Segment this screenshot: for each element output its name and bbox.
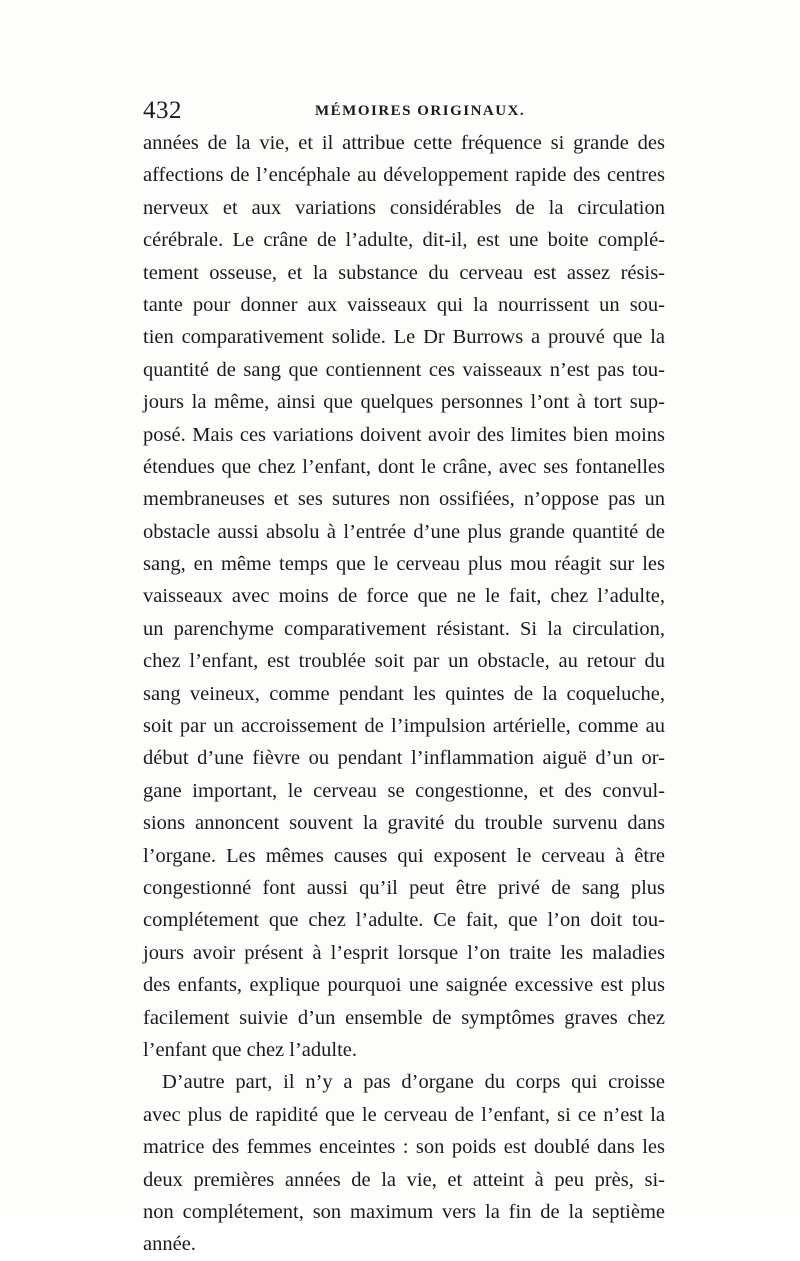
text-line: facilement suivie d’un ensemble de symptômes graves chez <box>143 1006 665 1029</box>
text-line: cérébrale. Le crâne de l’adulte, dit-il, est une boite complé- <box>143 229 665 252</box>
text-line: jours la même, ainsi que quelques personnes l’ont à tort sup- <box>143 391 665 414</box>
running-title: MÉMOIRES ORIGINAUX. <box>315 103 526 119</box>
text-line: complétement que chez l’adulte. Ce fait, que l’on doit tou- <box>143 909 665 932</box>
text-line: années de la vie, et il attribue cette fréquence si grande des <box>143 132 665 154</box>
page-number: 432 <box>143 97 182 124</box>
text-line: obstacle aussi absolu à l’entrée d’une plus grande quantité de <box>143 520 665 543</box>
text-line: chez l’enfant, est troublée soit par un obstacle, au retour du <box>143 650 665 673</box>
text-line: un parenchyme comparativement résistant. Si la circulation, <box>143 617 665 640</box>
text-line: tante pour donner aux vaisseaux qui la nourrissent un sou- <box>143 293 665 316</box>
text-line: sions annoncent souvent la gravité du trouble survenu dans <box>143 812 665 835</box>
text-line: affections de l’encéphale au développement rapide des centres <box>143 164 665 187</box>
text-line: début d’une fièvre ou pendant l’inflammation aiguë d’un or- <box>143 747 665 770</box>
paragraph-end-line: année. <box>143 1233 196 1256</box>
text-line: tien comparativement solide. Le Dr Burrows a prouvé que la <box>143 326 665 349</box>
text-line: posé. Mais ces variations doivent avoir des limites bien moins <box>143 423 665 446</box>
text-line: des enfants, explique pourquoi une saignée excessive est plus <box>143 974 665 997</box>
text-line: sang veineux, comme pendant les quintes de la coqueluche, <box>143 682 665 705</box>
text-line: vaisseaux avec moins de force que ne le fait, chez l’adulte, <box>143 585 665 608</box>
body-text <box>143 127 665 1261</box>
text-line: avec plus de rapidité que le cerveau de l’enfant, si ce n’est la <box>143 1103 665 1126</box>
text-line: soit par un accroissement de l’impulsion artérielle, comme au <box>143 715 665 738</box>
text-line: matrice des femmes enceintes : son poids est doublé dans les <box>143 1136 665 1159</box>
paragraph-end-line: l’enfant que chez l’adulte. <box>143 1038 357 1061</box>
text-line: congestionné font aussi qu’il peut être privé de sang plus <box>143 876 665 899</box>
text-line: gane important, le cerveau se congestionne, et des convul- <box>143 779 665 802</box>
text-line: l’organe. Les mêmes causes qui exposent le cerveau à être <box>143 844 665 867</box>
text-line: deux premières années de la vie, et atteint à peu près, si- <box>143 1168 665 1191</box>
paragraph-start-line: D’autre part, il n’y a pas d’organe du corps qui croisse <box>162 1071 665 1094</box>
text-line: étendues que chez l’enfant, dont le crâne, avec ses fontanelles <box>143 455 665 478</box>
text-line: jours avoir présent à l’esprit lorsque l’on traite les maladies <box>143 941 665 964</box>
text-line: sang, en même temps que le cerveau plus mou réagit sur les <box>143 553 665 576</box>
text-line: nerveux et aux variations considérables de la circulation <box>143 196 665 219</box>
text-line: non complétement, son maximum vers la fin de la septième <box>143 1200 665 1223</box>
text-line: quantité de sang que contiennent ces vaisseaux n’est pas tou- <box>143 358 665 381</box>
text-line: membraneuses et ses sutures non ossifiées, n’oppose pas un <box>143 488 665 511</box>
page-header <box>143 97 668 127</box>
text-line: tement osseuse, et la substance du cerveau est assez résis- <box>143 261 665 284</box>
